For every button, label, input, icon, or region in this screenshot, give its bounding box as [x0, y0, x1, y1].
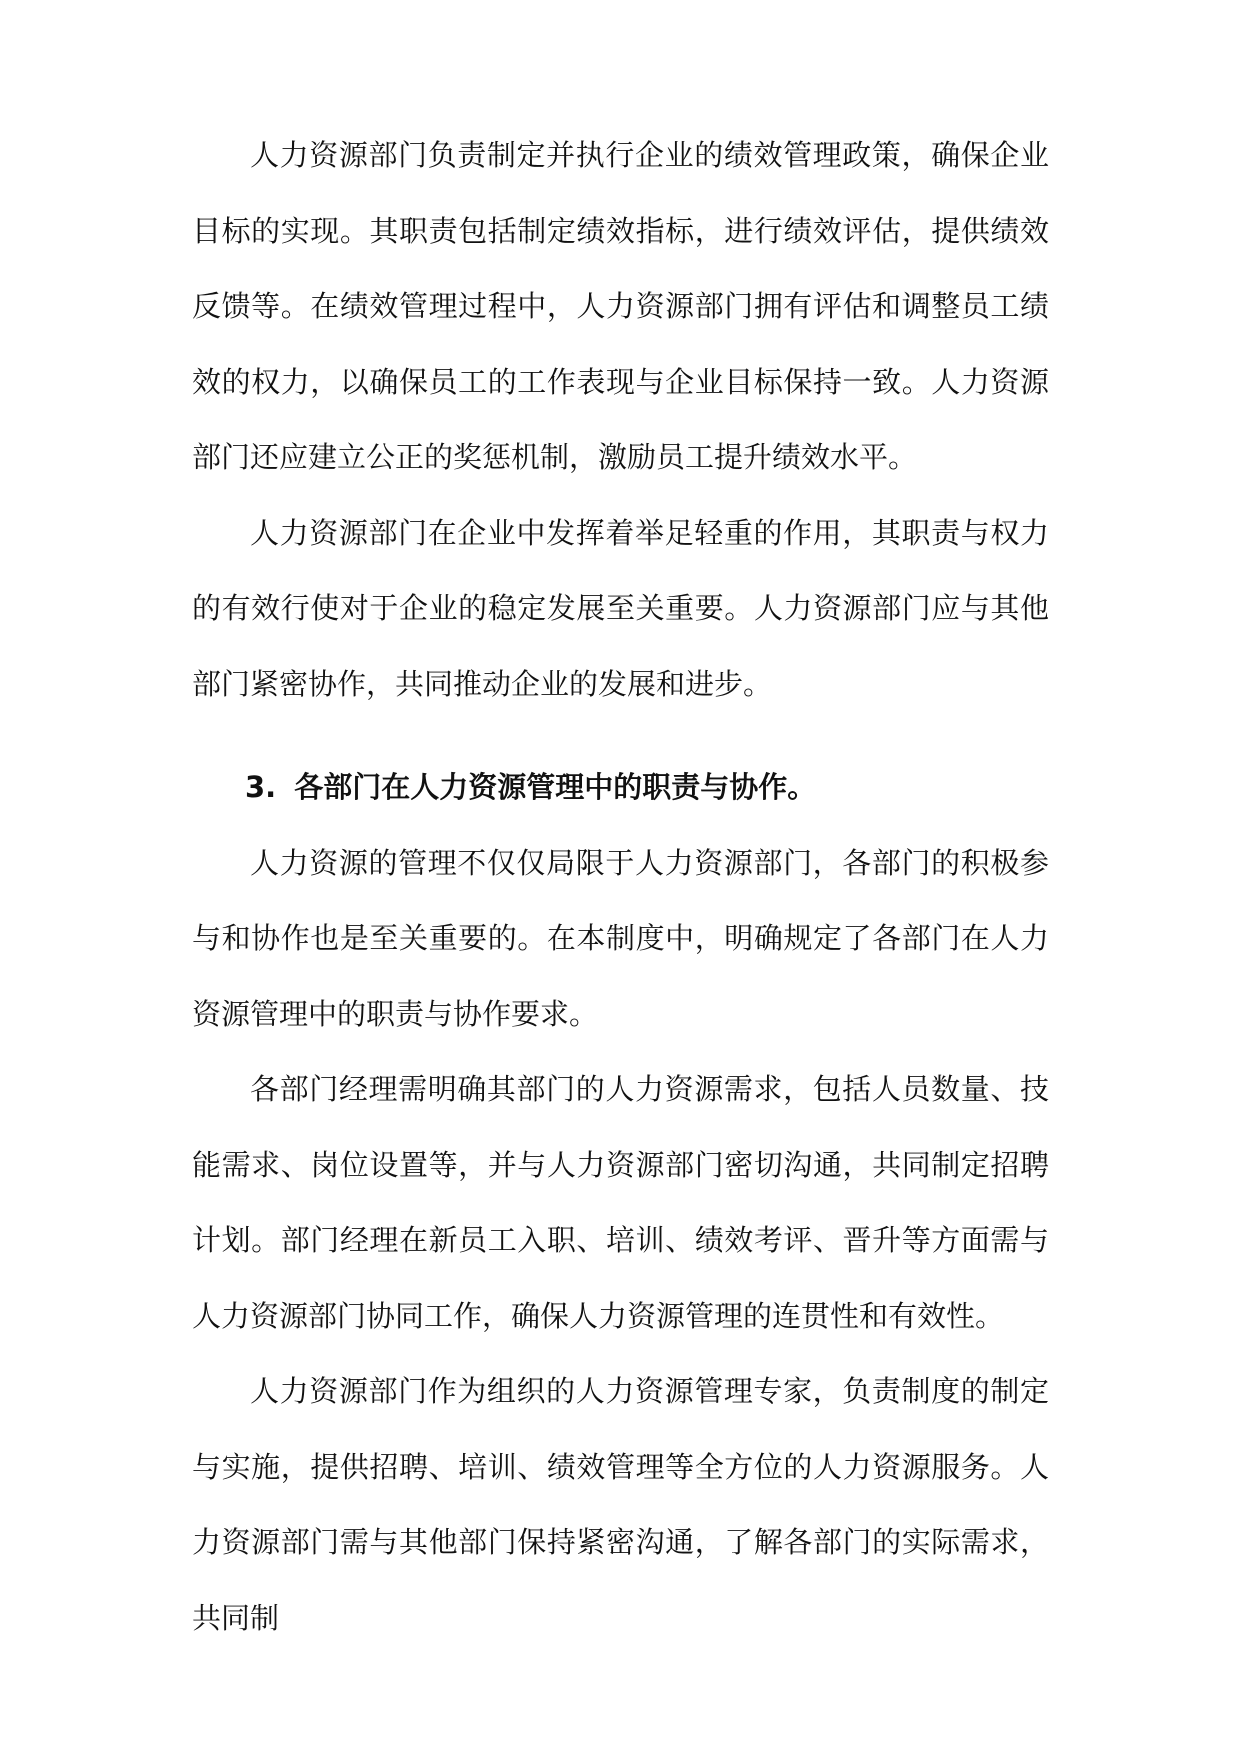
- paragraph-hr-role: 人力资源部门在企业中发挥着举足轻重的作用，其职责与权力的有效行使对于企业的稳定发展至关重要。人力资源部门应与其他部门紧密协作，共同推动企业的发展和进步。: [192, 515, 1049, 701]
- section-title: 各部门在人力资源管理中的职责与协作。: [294, 770, 817, 804]
- section-number: 3.: [245, 770, 277, 804]
- document-page: [192, 118, 1049, 1656]
- paragraph-department-collaboration: 人力资源的管理不仅仅局限于人力资源部门，各部门的积极参与和协作也是至关重要的。在本制度中，明确规定了各部门在人力资源管理中的职责与协作要求。: [192, 845, 1049, 1031]
- section-heading: [192, 750, 1049, 826]
- paragraph-manager-duties: 各部门经理需明确其部门的人力资源需求，包括人员数量、技能需求、岗位设置等，并与人力资源部门密切沟通，共同制定招聘计划。部门经理在新员工入职、培训、绩效考评、晋升等方面需与人力资源部门协同工作，确保人力资源管理的连贯性和有效性。: [192, 1072, 1049, 1333]
- paragraph-performance-management: 人力资源部门负责制定并执行企业的绩效管理政策，确保企业目标的实现。其职责包括制定绩效指标，进行绩效评估，提供绩效反馈等。在绩效管理过程中，人力资源部门拥有评估和调整员工绩效的权力，以确保员工的工作表现与企业目标保持一致。人力资源部门还应建立公正的奖惩机制，激励员工提升绩效水平。: [192, 138, 1049, 474]
- paragraph-hr-expert: 人力资源部门作为组织的人力资源管理专家，负责制度的制定与实施，提供招聘、培训、绩效管理等全方位的人力资源服务。人力资源部门需与其他部门保持紧密沟通，了解各部门的实际需求，共同制: [192, 1374, 1049, 1635]
